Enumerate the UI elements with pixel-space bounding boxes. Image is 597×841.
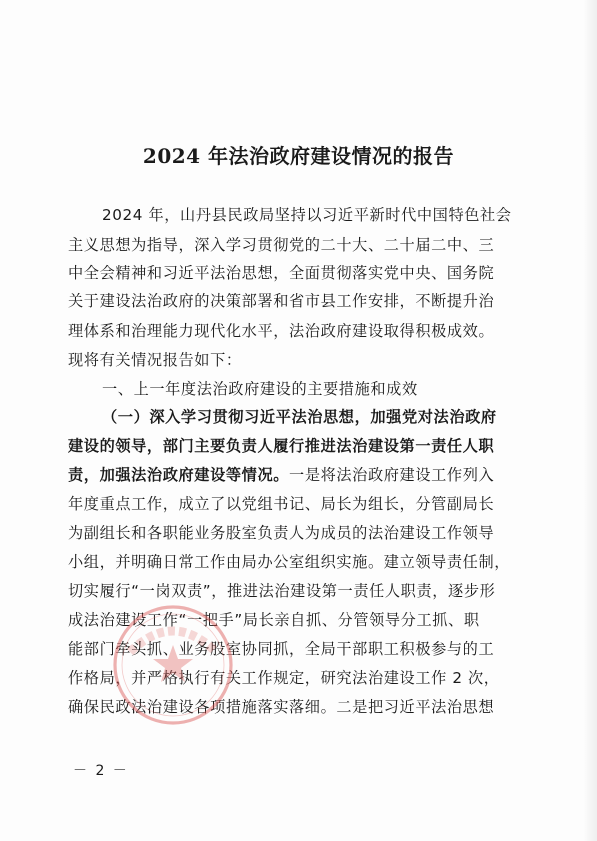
paragraph-line: 确保民政法治建设各项措施落实落细。二是把习近平法治思想 — [68, 698, 495, 716]
paragraph-line: 为副组长和各职能业务股室负责人为成员的法治建设工作领导 — [68, 524, 495, 542]
mixed-line — [68, 464, 538, 485]
paragraph-line: 关于建设法治政府的决策部署和省市县工作安排，不断提升治 — [68, 292, 495, 310]
subsection-heading-line: 建设的领导，部门主要负责人履行推进法治建设第一责任人职 — [68, 437, 495, 455]
paragraph-line: 理体系和治理能力现代化水平，法治政府建设取得积极成效。 — [68, 322, 495, 340]
paragraph-line: 2024 年，山丹县民政局坚持以习近平新时代中国特色社会 — [102, 206, 512, 224]
document-title: 2024 年法治政府建设情况的报告 — [142, 144, 455, 168]
paragraph-line: 成法治建设工作“一把手”局长亲自抓、分管领导分工抓、职 — [68, 611, 480, 629]
subsection-heading-line: （一）深入学习贯彻习近平法治思想，加强党对法治政府 — [102, 408, 497, 426]
section-heading: 一、上一年度法治政府建设的主要措施和成效 — [102, 380, 418, 398]
bold-run: 责，加强法治政府建设等情况。 — [68, 466, 290, 484]
paragraph-line: 小组，并明确日常工作由局办公室组织实施。建立领导责任制， — [68, 553, 511, 571]
paragraph-line: 年度重点工作，成立了以党组书记、局长为组长，分管副局长 — [68, 495, 495, 513]
paragraph-line: 中全会精神和习近平法治思想，全面贯彻落实党中央、国务院 — [68, 264, 495, 282]
normal-run: 一是将法治政府建设工作列入 — [289, 466, 495, 484]
paragraph-line: 能部门牵头抓、业务股室协同抓，全局干部职工积极参与的工 — [68, 640, 495, 658]
paragraph-line: 现将有关情况报告如下： — [68, 351, 242, 369]
page-number: － 2 － — [73, 763, 129, 779]
paragraph-line: 主义思想为指导，深入学习贯彻党的二十大、二十届二中、三 — [68, 236, 495, 254]
paragraph-line: 作格局，并严格执行有关工作规定，研究法治建设工作 2 次， — [68, 669, 500, 687]
paragraph-line: 切实履行“一岗双责”，推进法治建设第一责任人职责，逐步形 — [68, 582, 496, 600]
